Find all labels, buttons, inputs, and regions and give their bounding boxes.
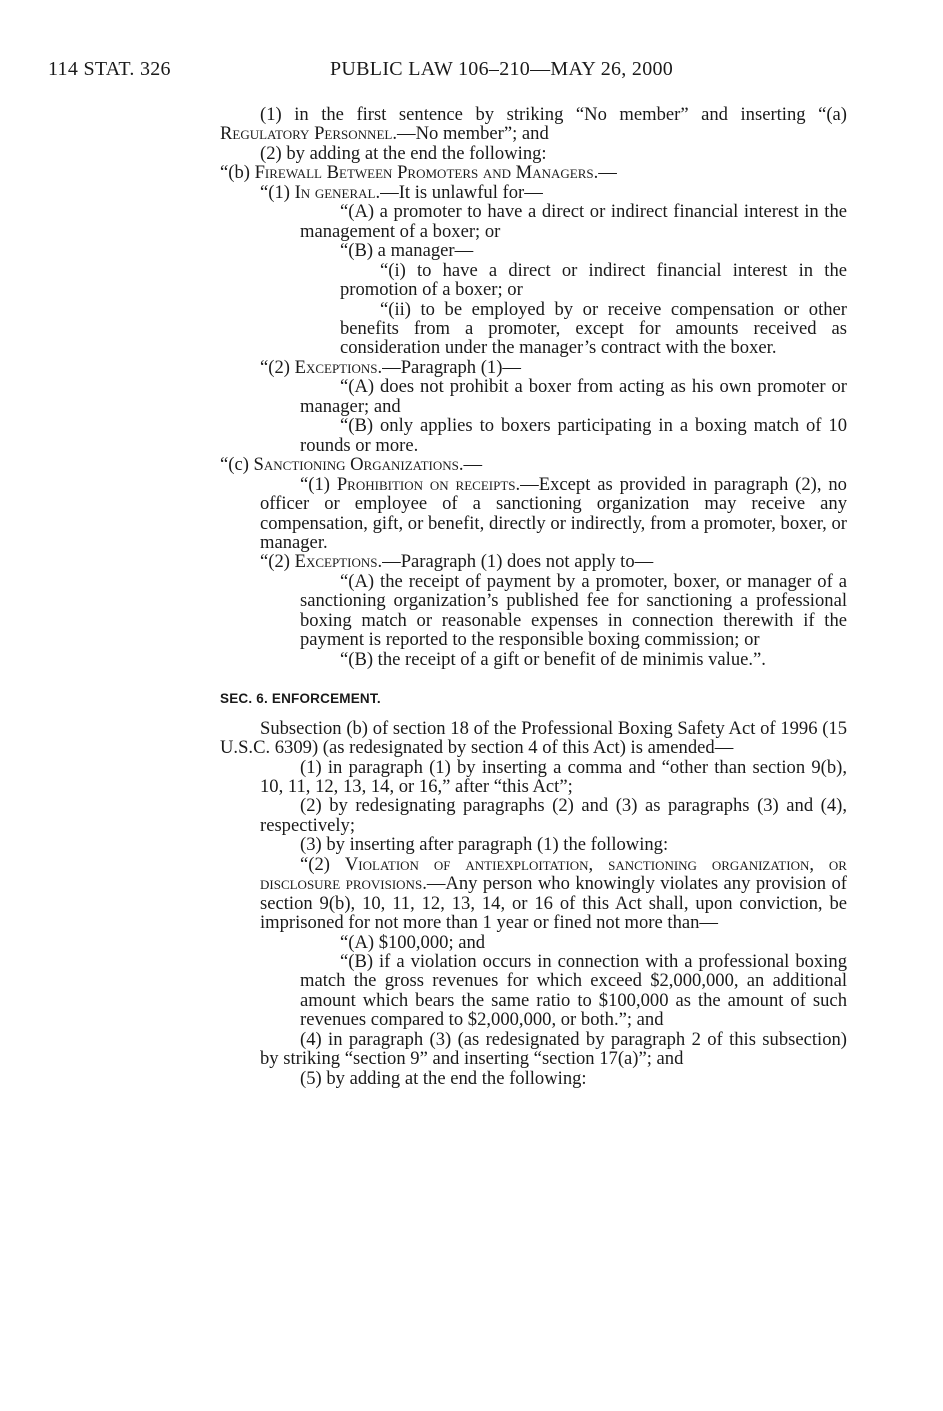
- subparagraph: “(A) a promoter to have a direct or indirect financial interest in the management of a boxer; or: [300, 201, 847, 242]
- text: .—Paragraph (1) does not apply to—: [377, 551, 654, 573]
- subparagraph: “(B) only applies to boxers participating in a boxing match of 10 rounds or more.: [300, 415, 847, 456]
- paragraph-heading: [220, 183, 847, 202]
- subparagraph: “(B) the receipt of a gift or benefit of de minimis value.”.: [340, 648, 766, 670]
- heading-smallcaps: Firewall Between Promoters and Managers: [254, 162, 594, 184]
- section-heading: SEC. 6. ENFORCEMENT.: [220, 691, 381, 707]
- document-body: [220, 105, 847, 1088]
- paragraph: (4) in paragraph (3) (as redesignated by paragraph 2 of this subsection) by striking “section 9” and inserting “section 17(a)”; and: [260, 1028, 847, 1070]
- paragraph: Subsection (b) of section 18 of the Professional Boxing Safety Act of 1996 (15 U.S.C. 6309) (as redesignated by section 4 of this Act) is amended—: [220, 717, 847, 759]
- text: .—It is unlawful for—: [375, 181, 543, 203]
- text: “(2): [300, 853, 345, 875]
- text: .—Paragraph (1)—: [377, 356, 522, 378]
- subsection-heading: [220, 163, 847, 182]
- paragraph-heading: [220, 358, 847, 377]
- text: .—: [593, 162, 617, 184]
- subparagraph: “(B) if a violation occurs in connection with a professional boxing match the gross revenues for which exceed $2,000,000, an additional amount which bears the same ratio to $100,000 as the amount of such revenues compared to $2,000,000, or both.”; and: [300, 951, 847, 1031]
- running-header: PUBLIC LAW 106–210—MAY 26, 2000: [330, 58, 674, 80]
- text: .—No member”; and: [392, 123, 549, 145]
- text: .—Except as provided in paragraph (2), no officer or employee of a sanctioning organization may receive any compensation, gift, or benefit, directly or indirectly, from a promoter, boxer, or manager.: [260, 473, 847, 553]
- subparagraph: “(A) does not prohibit a boxer from acting as his own promoter or manager; and: [300, 376, 847, 417]
- text: “(1): [260, 181, 295, 203]
- paragraph: (2) by adding at the end the following:: [260, 142, 547, 164]
- text: “(2): [260, 551, 295, 573]
- paragraph: [220, 105, 847, 144]
- paragraph: (1) in paragraph (1) by inserting a comma and “other than section 9(b), 10, 11, 12, 13, 14, or 16,” after “this Act”;: [260, 756, 847, 797]
- text: .—: [458, 454, 483, 476]
- paragraph: (2) by redesignating paragraphs (2) and (3) as paragraphs (3) and (4), respectively;: [260, 795, 847, 836]
- paragraph: [220, 475, 847, 553]
- paragraph-heading: [220, 552, 847, 571]
- heading-smallcaps: Exceptions: [294, 356, 378, 378]
- paragraph: (5) by adding at the end the following:: [300, 1067, 587, 1089]
- clause: “(ii) to be employed by or receive compensation or other benefits from a promoter, except for amounts received as consideration under the manager’s contract with the boxer.: [340, 298, 847, 359]
- heading-smallcaps: Sanctioning Organizations: [253, 454, 459, 476]
- heading-smallcaps: Regulatory Personnel: [220, 123, 393, 145]
- subparagraph: “(A) $100,000; and: [340, 931, 486, 953]
- heading-smallcaps: Exceptions: [294, 551, 378, 573]
- text: .—Any person who knowingly violates any provision of section 9(b), 10, 11, 12, 13, 14, or 16 of this Act shall, upon conviction, be imprisoned for not more than 1 year or fined not more than—: [260, 873, 847, 934]
- text: “(1): [300, 473, 337, 495]
- subparagraph: “(B) a manager—: [340, 240, 474, 262]
- heading-smallcaps: Violation of antiexploitation, sanctioning organization, or disclosure provisions: [260, 853, 847, 895]
- subparagraph: “(A) the receipt of payment by a promoter, boxer, or manager of a sanctioning organization’s published fee for sanctioning a professional boxing match or reasonable expenses in connection therewith if the payment is reported to the responsible boxing commission; or: [300, 570, 847, 651]
- clause: “(i) to have a direct or indirect financial interest in the promotion of a boxer; or: [340, 259, 847, 301]
- paragraph: [220, 855, 847, 933]
- text: “(c): [220, 454, 254, 476]
- paragraph: (3) by inserting after paragraph (1) the following:: [300, 834, 669, 856]
- text: “(2): [260, 356, 295, 378]
- text: (1) in the first sentence by striking “No member” and inserting “(a): [260, 104, 847, 125]
- stat-page-number: 114 STAT. 326: [48, 58, 171, 80]
- heading-smallcaps: In general: [294, 181, 376, 203]
- text: “(b): [220, 162, 255, 184]
- subsection-heading: [220, 455, 847, 474]
- heading-smallcaps: Prohibition on receipts: [336, 473, 516, 495]
